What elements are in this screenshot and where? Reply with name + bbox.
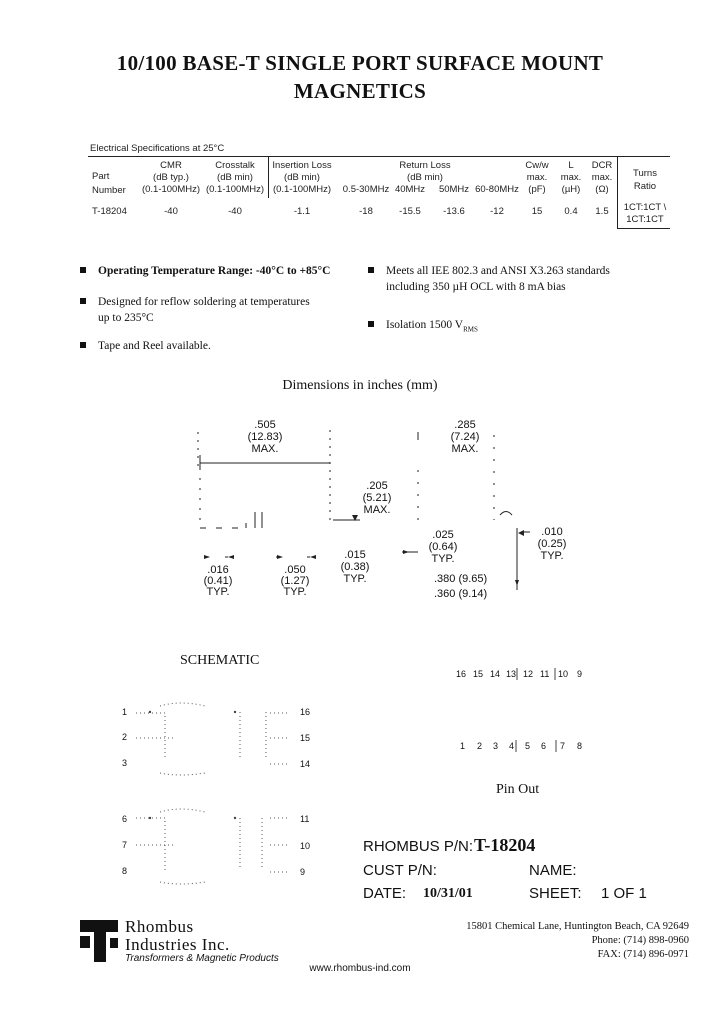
pinout-label: Pin Out [496, 782, 540, 797]
pinout-13: 13 [506, 669, 517, 679]
schematic-pin-2: 2 [122, 732, 128, 742]
schematic-pin-7: 7 [122, 840, 128, 850]
dim-standoff-1: .015 [344, 549, 366, 561]
hdr-rl-band-4: 60-80MHz [475, 184, 519, 195]
row-rl-40: -15.5 [399, 206, 421, 217]
name-label: NAME: [529, 862, 577, 879]
rhombus-pn-label: RHOMBUS P/N: [363, 838, 474, 855]
hdr-il-1: Insertion Loss [272, 160, 332, 171]
row-part: T-18204 [92, 206, 127, 217]
dim-depth-3: MAX. [451, 443, 479, 455]
dim-width-3: MAX. [251, 443, 279, 455]
hdr-il-3: (0.1-100MHz) [272, 184, 332, 195]
pinout-7: 7 [560, 741, 566, 751]
spec-caption: Electrical Specifications at 25°C [90, 143, 225, 154]
pinout-2: 2 [477, 741, 483, 751]
hdr-cww-3: (pF) [528, 184, 546, 195]
pinout-1: 1 [460, 741, 466, 751]
company-website-link[interactable]: www.rhombus-ind.com [309, 963, 411, 974]
document-title-line1: 10/100 BASE-T SINGLE PORT SURFACE MOUNT [116, 51, 604, 75]
rhombus-pn-value: T-18204 [474, 835, 536, 855]
hdr-cmr-1: CMR [160, 160, 182, 171]
schematic-pin-1: 1 [122, 707, 128, 717]
row-l: 0.4 [564, 206, 578, 217]
dim-height-1: .205 [366, 480, 388, 492]
pinout-6: 6 [541, 741, 547, 751]
hdr-part-1: Part [92, 171, 110, 182]
hdr-dcr-2: max. [591, 172, 613, 183]
hdr-xtalk-2: (dB min) [217, 172, 253, 183]
hdr-cww-2: max. [526, 172, 548, 183]
hdr-rl-1: Return Loss [399, 160, 451, 171]
dim-span-2: .360 (9.14) [434, 588, 488, 600]
pinout-5: 5 [525, 741, 531, 751]
hdr-turns-1: Turns [633, 168, 657, 179]
pinout-12: 12 [523, 669, 534, 679]
sheet-value: 1 OF 1 [601, 885, 647, 902]
dim-thick-1: .010 [541, 526, 563, 538]
row-rl-6080: -12 [490, 206, 504, 217]
pinout-14: 14 [490, 669, 501, 679]
cust-pn-label: CUST P/N: [363, 862, 437, 879]
row-dcr: 1.5 [595, 206, 609, 217]
date-label: DATE: [363, 885, 407, 902]
schematic-pin-10: 10 [300, 841, 311, 851]
date-value: 10/31/01 [423, 886, 473, 901]
schematic-pin-8: 8 [122, 866, 128, 876]
hdr-cmr-2: (dB typ.) [153, 172, 189, 183]
dim-span-1: .380 (9.65) [434, 573, 488, 585]
dim-leadw-3: TYP. [206, 586, 230, 598]
company-name-line2: Industries Inc. [125, 935, 230, 954]
dim-thick-3: TYP. [540, 550, 564, 562]
schematic-pin-14: 14 [300, 759, 311, 769]
schematic-pin-16: 16 [300, 707, 311, 717]
hdr-xtalk-1: Crosstalk [215, 160, 255, 171]
dim-height-2: (5.21) [362, 492, 392, 504]
dim-height-3: MAX. [363, 504, 391, 516]
hdr-rl-2: (dB min) [407, 172, 443, 183]
row-cww: 15 [531, 206, 543, 217]
dim-leadw-1: .016 [207, 564, 229, 576]
company-name-line1: Rhombus [125, 917, 194, 936]
hdr-rl-band-3: 50MHz [438, 184, 470, 195]
hdr-l-3: (µH) [561, 184, 581, 195]
hdr-turns-2: Ratio [633, 181, 657, 192]
dimensions-heading: Dimensions in inches (mm) [282, 378, 438, 393]
pinout-8: 8 [577, 741, 583, 751]
dim-pitch-2: (1.27) [280, 575, 310, 587]
dim-width-1: .505 [254, 419, 276, 431]
company-phone: Phone: (714) 898-0960 [591, 935, 689, 946]
pinout-10: 10 [558, 669, 569, 679]
hdr-dcr-3: (Ω) [595, 184, 609, 195]
schematic-pin-15: 15 [300, 733, 311, 743]
row-insertion: -1.1 [293, 206, 311, 217]
dim-leadw-2: (0.41) [203, 575, 233, 587]
schematic-heading: SCHEMATIC [180, 653, 260, 668]
hdr-rl-band-1: 0.5-30MHz [342, 184, 390, 195]
dim-standoff-2: (0.38) [340, 561, 370, 573]
pinout-15: 15 [473, 669, 484, 679]
company-fax: FAX: (714) 896-0971 [597, 949, 689, 960]
pinout-9: 9 [577, 669, 583, 679]
dim-width-2: (12.83) [247, 431, 283, 443]
sheet-label: SHEET: [529, 885, 582, 902]
hdr-l-1: L [568, 160, 574, 171]
hdr-cww-1: Cw/w [525, 160, 549, 171]
schematic-pin-9: 9 [300, 867, 306, 877]
dim-pitch-3: TYP. [283, 586, 307, 598]
dim-pitch-1: .050 [284, 564, 306, 576]
dim-thick-2: (0.25) [537, 538, 567, 550]
row-rl-50: -13.6 [443, 206, 465, 217]
dim-toe-3: TYP. [431, 553, 455, 565]
hdr-l-2: max. [560, 172, 582, 183]
schematic-pin-11: 11 [300, 814, 310, 824]
document-title-line2: MAGNETICS [293, 79, 427, 103]
row-cmr: -40 [164, 206, 178, 217]
pinout-11: 11 [540, 669, 550, 679]
pinout-4: 4 [509, 741, 515, 751]
row-turns-2: 1CT:1CT [626, 214, 664, 225]
row-rl-0530: -18 [359, 206, 373, 217]
company-tagline: Transformers & Magnetic Products [125, 953, 279, 964]
schematic-pin-6: 6 [122, 814, 128, 824]
dim-depth-1: .285 [454, 419, 476, 431]
pinout-3: 3 [493, 741, 499, 751]
hdr-xtalk-3: (0.1-100MHz) [205, 184, 265, 195]
row-turns-1: 1CT:1CT \ [623, 202, 667, 213]
company-address: 15801 Chemical Lane, Huntington Beach, CA 92649 [466, 921, 689, 932]
pinout-16: 16 [456, 669, 467, 679]
dim-toe-1: .025 [432, 529, 454, 541]
dim-depth-2: (7.24) [450, 431, 480, 443]
schematic-pin-3: 3 [122, 758, 128, 768]
row-crosstalk: -40 [228, 206, 242, 217]
hdr-part-2: Number [92, 185, 126, 196]
dim-toe-2: (0.64) [428, 541, 458, 553]
hdr-dcr-1: DCR [591, 160, 613, 171]
rhombus-logo-icon [78, 918, 120, 964]
hdr-il-2: (dB min) [284, 172, 320, 183]
hdr-rl-band-2: 40MHz [394, 184, 426, 195]
hdr-cmr-3: (0.1-100MHz) [141, 184, 201, 195]
dim-standoff-3: TYP. [343, 573, 367, 585]
